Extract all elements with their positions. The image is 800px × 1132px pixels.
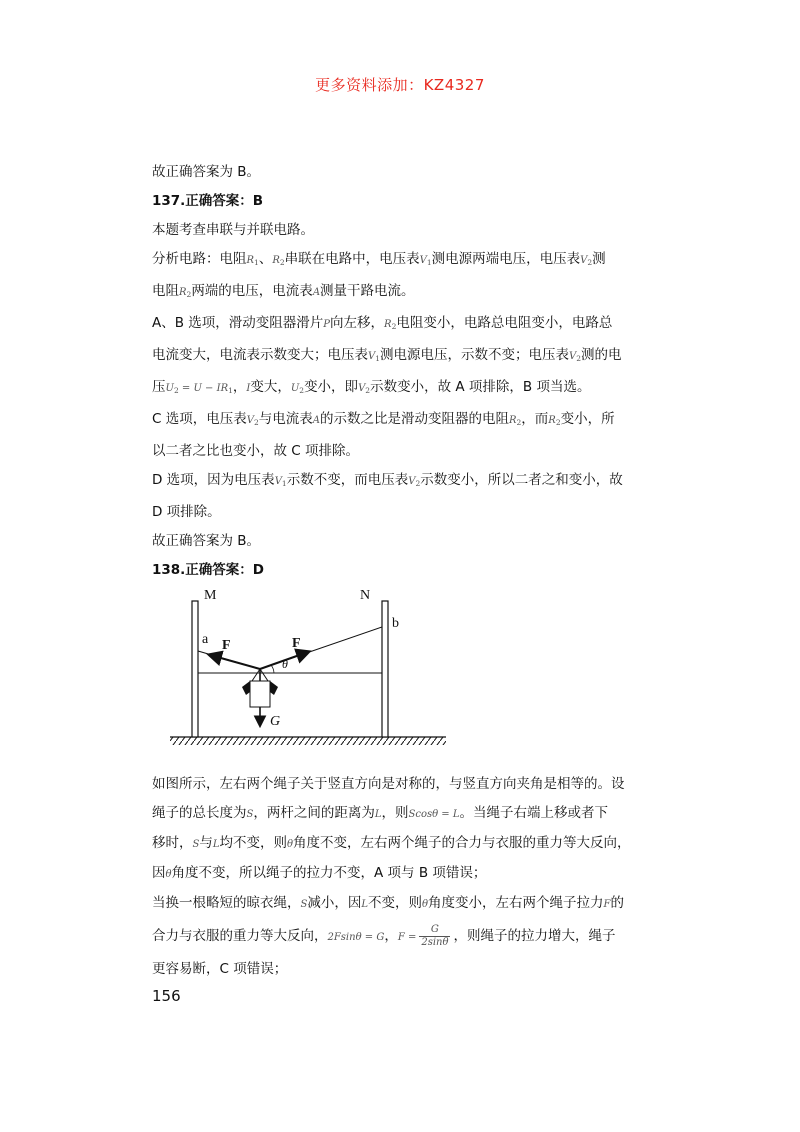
paragraph: 电阻$R_2$两端的电压，电流表A测量干路电流。: [152, 283, 415, 299]
math-v1: $V_1$: [274, 476, 287, 488]
clothesline-diagram-svg: [164, 589, 464, 764]
math-s: S: [300, 899, 308, 910]
label-force-left: F: [222, 638, 231, 653]
paragraph: 如图所示，左右两个绳子关于竖直方向是对称的，与竖直方向夹角是相等的。设: [152, 776, 625, 792]
paragraph: 移时，S与L均不变，则θ角度不变，左右两个绳子的合力与衣服的重力等大反向，: [152, 835, 631, 851]
math-v2: $V_2$: [569, 351, 582, 363]
math-v2: $V_2$: [580, 255, 593, 267]
pole-n: [382, 601, 388, 737]
math-v2: $V_2$: [358, 383, 371, 395]
math-theta: θ: [165, 869, 172, 880]
paragraph: 压$U_2 = U - IR_1$，I变大，$U_2$变小，即$V_2$示数变小，故 A 项排除，B 项当选。: [152, 379, 591, 395]
math-f-equals: F =: [397, 932, 417, 943]
math-s: S: [246, 809, 254, 820]
math-theta: θ: [287, 839, 294, 850]
paragraph: 因θ角度不变，所以绳子的拉力不变，A 项与 B 项错误；: [152, 865, 487, 881]
label-gravity: G: [270, 714, 281, 729]
shirt-left-sleeve: [242, 681, 250, 695]
paragraph: 分析电路：电阻$R_1$、$R_2$串联在电路中，电压表$V_1$测电源两端电压，电压表$V_2$测: [152, 251, 606, 267]
math-l: L: [361, 899, 368, 910]
page-number: 156: [152, 987, 181, 1005]
math-v2: $V_2$: [246, 415, 259, 427]
answer-content: [152, 158, 652, 984]
math-u2-equation: $U_2 = U - IR_1$: [165, 383, 233, 395]
paragraph: D 选项，因为电压表$V_1$示数不变，而电压表$V_2$示数变小，所以二者之和变小，故: [152, 472, 623, 488]
label-b: b: [392, 616, 399, 631]
math-r1: $R_1$: [246, 255, 259, 267]
paragraph: 本题考查串联与并联电路。: [152, 222, 314, 238]
math-a: A: [312, 287, 321, 298]
paragraph: 故正确答案为 B。: [152, 164, 261, 180]
shirt-right-sleeve: [270, 681, 278, 695]
paragraph: 故正确答案为 B。: [152, 533, 261, 549]
math-v2: $V_2$: [408, 476, 421, 488]
shirt-body: [250, 681, 270, 707]
ground-hatch: [170, 737, 446, 745]
label-n: N: [360, 588, 371, 603]
label-m: M: [204, 588, 217, 603]
paragraph: 以二者之比也变小，故 C 项排除。: [152, 443, 360, 459]
answer-heading-138: 138.正确答案：D: [152, 562, 265, 578]
math-scos-equation: Scosθ = L: [408, 809, 460, 820]
math-l: L: [212, 839, 220, 850]
math-a: A: [312, 415, 320, 426]
paragraph: A、B 选项，滑动变阻器滑片P向左移，$R_2$电阻变小，电路总电阻变小，电路总: [152, 315, 613, 331]
math-i: I: [246, 383, 251, 394]
pole-m: [192, 601, 198, 737]
label-theta: θ: [282, 657, 288, 671]
label-a: a: [202, 632, 209, 647]
clothesline-diagram: [164, 589, 464, 764]
math-s: S: [192, 839, 200, 850]
math-r2: $R_2$: [548, 415, 561, 427]
paragraph: 更容易断，C 项错误；: [152, 961, 288, 977]
math-r2: $R_2$: [272, 255, 285, 267]
angle-arc: [271, 665, 274, 673]
paragraph: D 项排除。: [152, 504, 221, 520]
math-2fsin-equation: 2Fsinθ = G: [327, 932, 385, 943]
math-v1: $V_1$: [368, 351, 381, 363]
force-arrow-left: [210, 655, 260, 669]
paragraph: 当换一根略短的晾衣绳，S减小，因L不变，则θ角度变小，左右两个绳子拉力F的: [152, 895, 624, 911]
paragraph: 合力与衣服的重力等大反向，2Fsinθ = G，F = $\frac{G}{2\sin\theta}$ ，则绳子的拉力增大，绳子: [152, 923, 616, 948]
math-fraction: $\frac{G}{2\sin\theta}$: [421, 923, 449, 948]
paragraph: 绳子的总长度为S，两杆之间的距离为L，则Scosθ = L。当绳子右端上移或者下: [152, 805, 609, 821]
math-l: L: [374, 809, 382, 820]
math-f: F: [603, 899, 611, 910]
math-r2: $R_2$: [508, 415, 522, 427]
answer-heading-137: 137.正确答案：B: [152, 193, 264, 209]
label-force-right: F: [292, 636, 301, 651]
math-r2: $R_2$: [179, 287, 192, 299]
paragraph: 电流变大，电流表示数变大；电压表$V_1$测电源电压，示数不变；电压表$V_2$测的电: [152, 347, 622, 363]
math-v1: $V_1$: [419, 255, 432, 267]
math-p: P: [323, 319, 331, 330]
math-u2: $U_2$: [290, 383, 305, 395]
math-theta: θ: [422, 899, 429, 910]
paragraph: C 选项，电压表$V_2$与电流表A的示数之比是滑动变阻器的电阻$R_2$，而$R_2$变小，所: [152, 411, 615, 427]
math-r2: $R_2$: [384, 319, 397, 331]
promo-header: 更多资料添加：KZ4327: [315, 76, 485, 94]
